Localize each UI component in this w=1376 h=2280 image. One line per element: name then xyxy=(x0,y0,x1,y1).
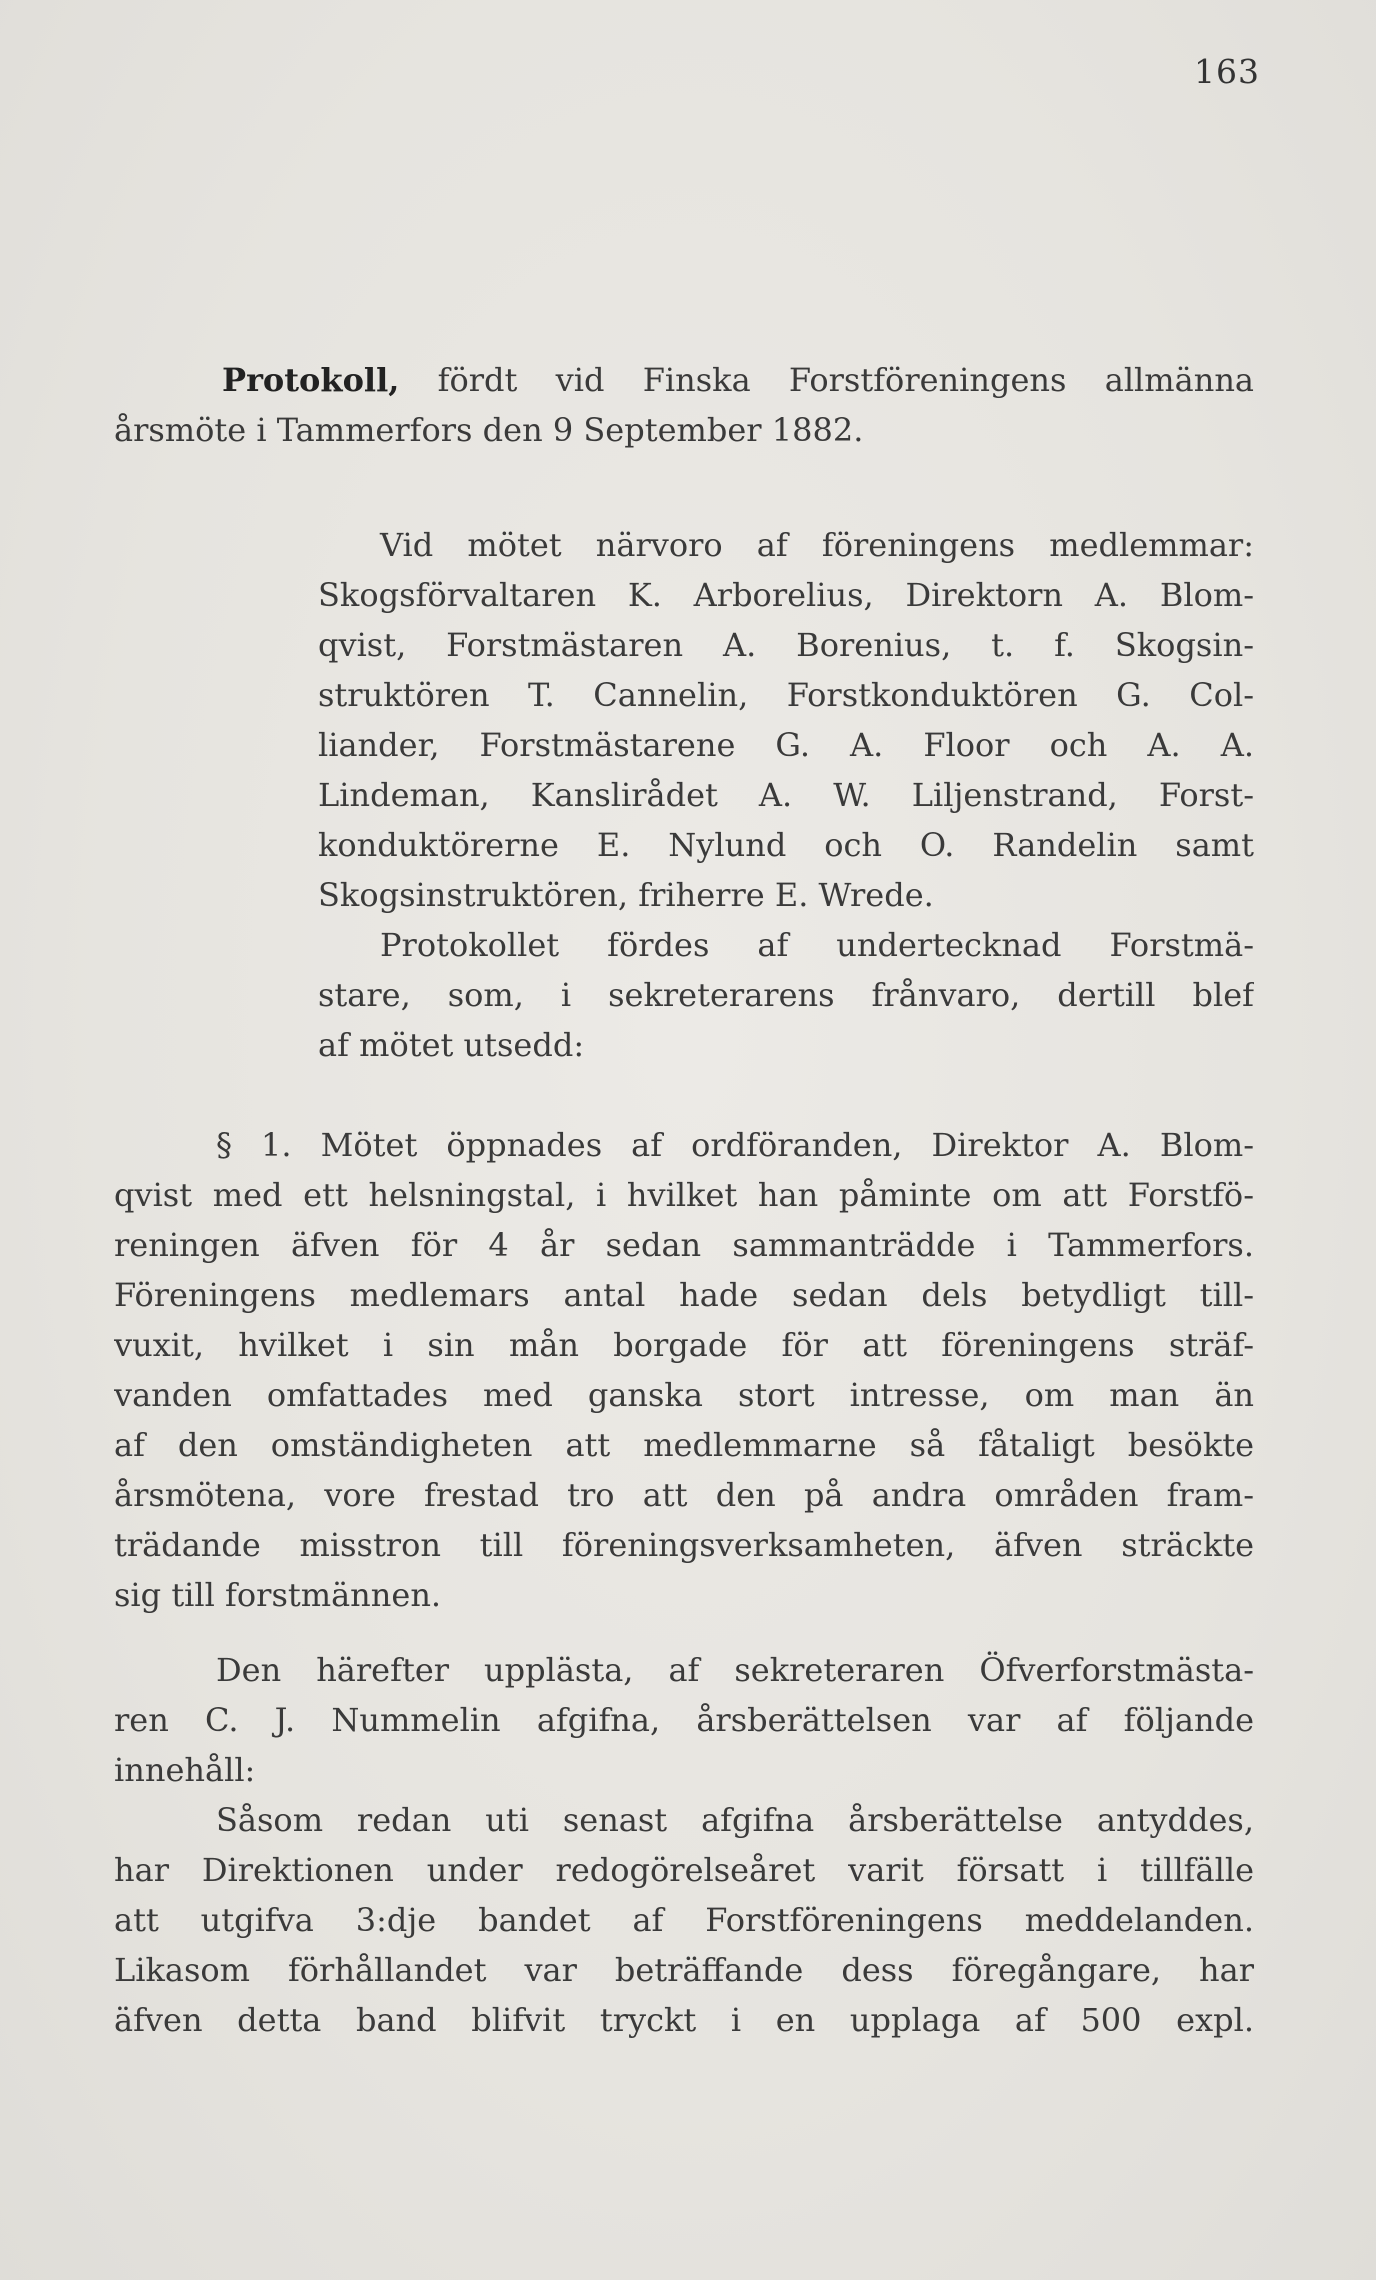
attendees-line: qvist, Forstmästaren A. Borenius, t. f. Skogsin- xyxy=(318,626,1254,664)
section-1-line: qvist med ett helsningstal, i hvilket han påminte om att Forstfö- xyxy=(114,1176,1254,1214)
protocol-note-line: Protokollet fördes af undertecknad Forstmä- xyxy=(380,926,1254,964)
protocol-note-paragraph xyxy=(318,920,1254,1070)
protocol-note-line: stare, som, i sekreterarens frånvaro, dertill blef xyxy=(318,976,1254,1014)
report-intro-line: Den härefter upplästa, af sekreteraren Öfverforstmästa- xyxy=(216,1651,1254,1689)
section-1-line: vanden omfattades med ganska stort intresse, om man än xyxy=(114,1376,1254,1414)
section-1-line: sig till forstmännen. xyxy=(114,1576,442,1614)
attendees-paragraph xyxy=(318,520,1254,920)
report-intro-line: innehåll: xyxy=(114,1751,256,1789)
report-body-line: att utgifva 3:dje bandet af Forstföreningens meddelanden. xyxy=(114,1901,1254,1939)
report-intro-line: ren C. J. Nummelin afgifna, årsberättelsen var af följande xyxy=(114,1701,1254,1739)
page-number: 163 xyxy=(1194,52,1260,91)
attendees-line: struktören T. Cannelin, Forstkonduktören G. Col- xyxy=(318,676,1254,714)
report-intro-paragraph xyxy=(114,1645,1254,1795)
title-rest: fördt vid Finska Forstföreningens allmänna xyxy=(399,361,1254,399)
attendees-line: Vid mötet närvoro af föreningens medlemmar: xyxy=(380,526,1254,564)
report-body-line: äfven detta band blifvit tryckt i en upplaga af 500 expl. xyxy=(114,2001,1254,2039)
section-1-line: årsmötena, vore frestad tro att den på andra områden fram- xyxy=(114,1476,1254,1514)
attendees-line: liander, Forstmästarene G. A. Floor och A. A. xyxy=(318,726,1254,764)
attendees-line: konduktörerne E. Nylund och O. Randelin samt xyxy=(318,826,1254,864)
protocol-note-line: af mötet utsedd: xyxy=(318,1026,585,1064)
attendees-line: Lindeman, Kanslirådet A. W. Liljenstrand, Forst- xyxy=(318,776,1254,814)
report-body-line: Såsom redan uti senast afgifna årsberättelse antyddes, xyxy=(216,1801,1254,1839)
protocol-title xyxy=(114,355,1254,455)
attendees-line: Skogsinstruktören, friherre E. Wrede. xyxy=(318,876,934,914)
section-1-paragraph xyxy=(114,1120,1254,1620)
section-1-line: Föreningens medlemars antal hade sedan dels betydligt till- xyxy=(114,1276,1254,1314)
report-body-paragraph xyxy=(114,1795,1254,2045)
title-line-1 xyxy=(114,355,1254,405)
section-1-line: vuxit, hvilket i sin mån borgade för att föreningens sträf- xyxy=(114,1326,1254,1364)
section-1-line: § 1. Mötet öppnades af ordföranden, Direktor A. Blom- xyxy=(216,1126,1254,1164)
report-body-line: har Direktionen under redogörelseåret varit försatt i tillfälle xyxy=(114,1851,1254,1889)
title-line-2: årsmöte i Tammerfors den 9 September 1882. xyxy=(114,411,864,449)
attendees-line: Skogsförvaltaren K. Arborelius, Direktorn A. Blom- xyxy=(318,576,1254,614)
section-1-line: reningen äfven för 4 år sedan sammanträdde i Tammerfors. xyxy=(114,1226,1254,1264)
title-bold: Protokoll, xyxy=(222,361,400,399)
section-1-line: trädande misstron till föreningsverksamheten, äfven sträckte xyxy=(114,1526,1254,1564)
section-1-line: af den omständigheten att medlemmarne så fåtaligt besökte xyxy=(114,1426,1254,1464)
report-body-line: Likasom förhållandet var beträffande dess föregångare, har xyxy=(114,1951,1254,1989)
